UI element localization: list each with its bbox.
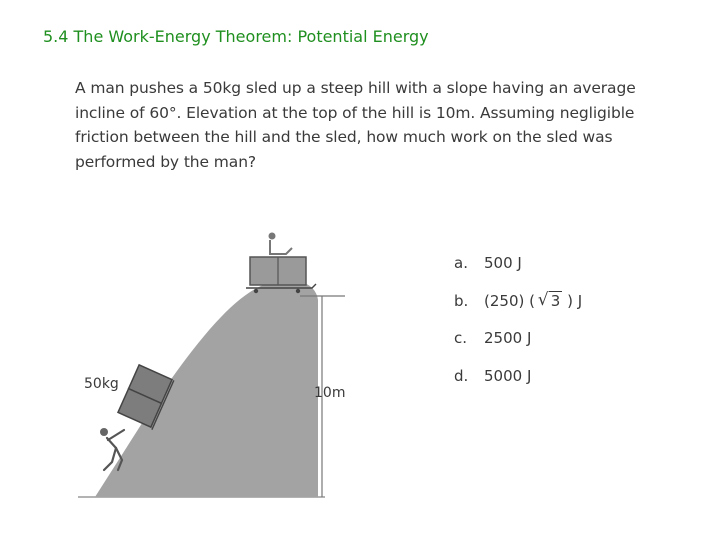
height-label: 10m xyxy=(314,385,346,401)
answer-text: 5000 J xyxy=(484,366,532,385)
square-root-symbol: √ 3 xyxy=(537,289,561,310)
answer-letter: c. xyxy=(454,329,468,347)
answer-prefix: (250) ( xyxy=(484,291,535,310)
answer-choice-d[interactable] xyxy=(454,367,582,405)
question-line: A man pushes a 50kg sled up a steep hill with a slope having an average xyxy=(75,79,636,97)
answer-letter: d. xyxy=(454,366,469,385)
answer-letter: b. xyxy=(454,291,469,310)
slide-title: 5.4 The Work-Energy Theorem: Potential Energy xyxy=(43,27,429,46)
answer-radicand: 3 xyxy=(550,291,561,310)
answer-text: 500 J xyxy=(484,254,522,272)
answer-text: 2500 J xyxy=(484,329,532,347)
question-line: incline of 60°. Elevation at the top of the hill is 10m. Assuming negligible xyxy=(75,103,635,122)
man-pushing xyxy=(100,428,124,470)
sled-at-top xyxy=(246,233,316,294)
answer-choice-b[interactable] xyxy=(454,289,583,330)
answer-choice-a[interactable] xyxy=(454,254,582,292)
answer-choices xyxy=(454,254,582,404)
mass-label: 50kg xyxy=(84,376,119,392)
answer-letter: a. xyxy=(454,254,468,272)
answer-suffix: ) J xyxy=(567,291,583,310)
question-line: performed by the man? xyxy=(75,152,257,171)
question-line: friction between the hill and the sled, how much work on the sled was xyxy=(75,128,613,146)
answer-choice-c[interactable] xyxy=(454,329,582,367)
